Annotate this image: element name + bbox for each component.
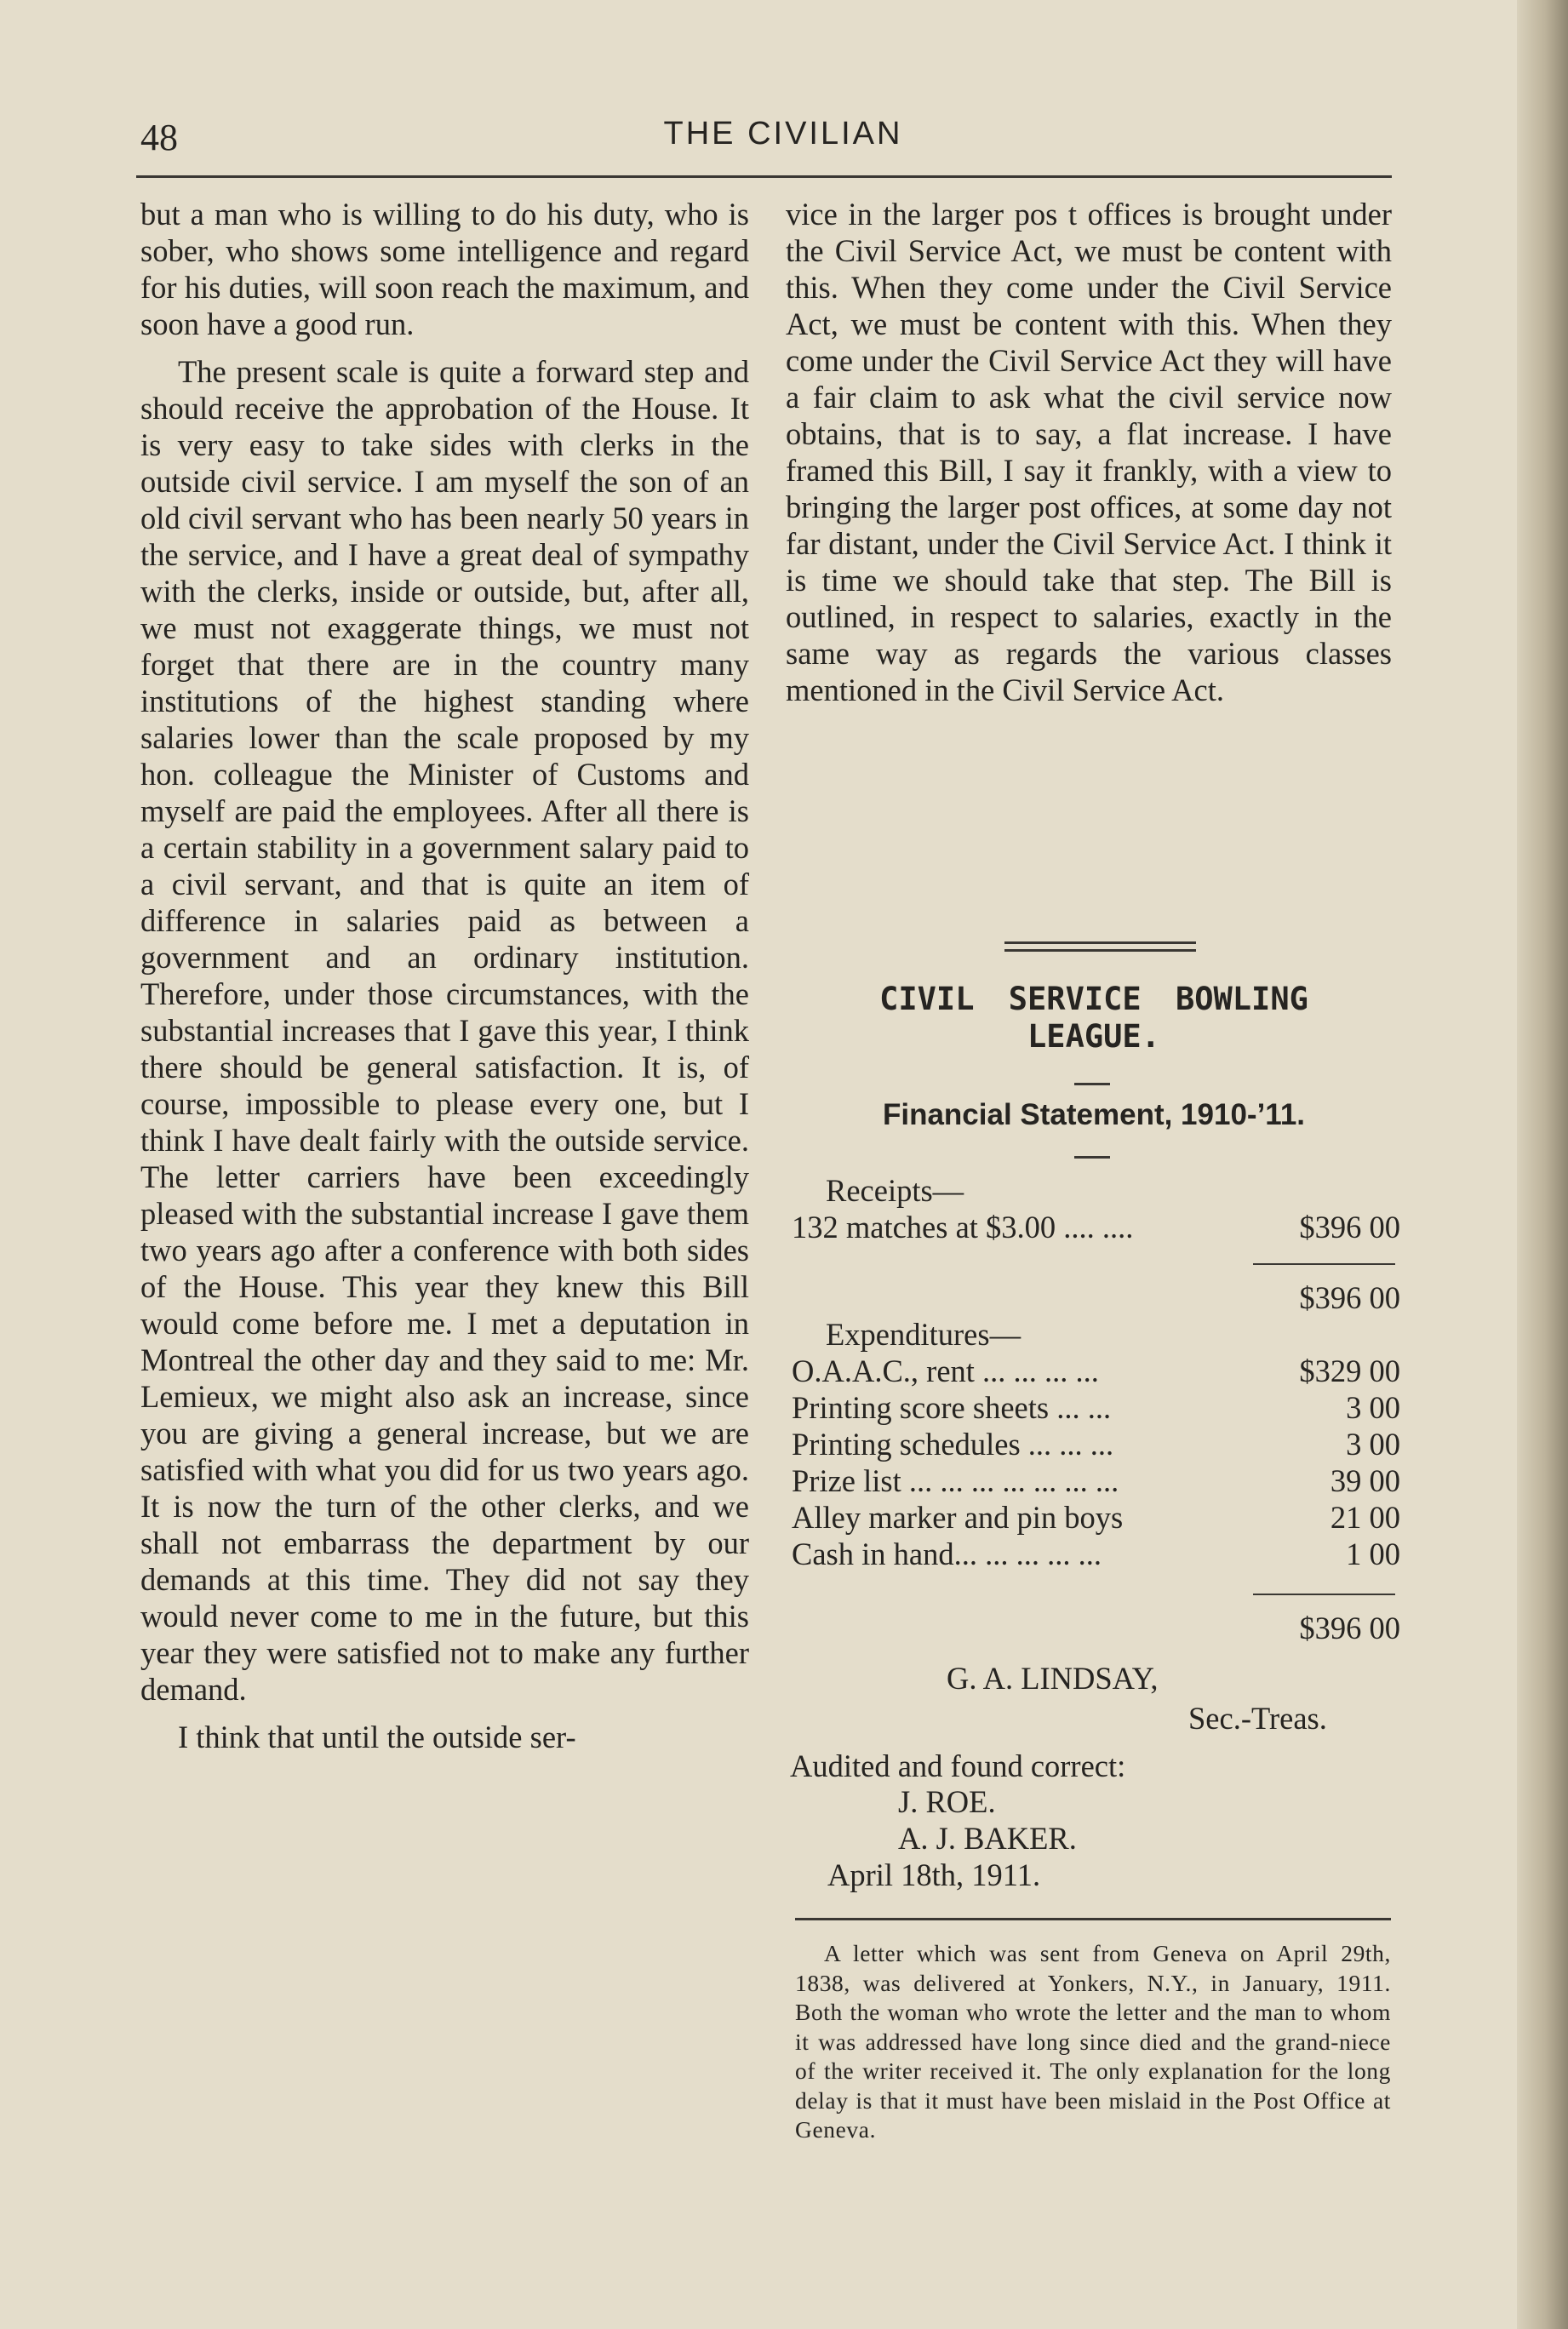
statement-date: April 18th, 1911. bbox=[827, 1857, 1041, 1892]
expenditures-heading: Expenditures— bbox=[826, 1317, 1021, 1352]
statement-row-label: Cash in hand... ... ... ... ... bbox=[792, 1536, 1102, 1571]
paragraph: vice in the larger pos t offices is brought under the Civil Service Act, we must be content with this. When they come under the Civil Service Act, we must be content with this. When they come under the Civil Service Act they will have a fair claim to ask what the civil service now obtains, that is to say, a flat increase. I have framed this Bill, I say it frankly, with a view to bringing the larger post offices, at some day not far distant, under the Civil Service Act. I think it is time we should take that step. The Bill is outlined, in respect to salaries, exactly in the same way as regards the various classes mentioned in the Civil Service Act. bbox=[786, 197, 1392, 707]
sum-rule bbox=[1253, 1594, 1395, 1595]
paragraph: I think that until the outside ser- bbox=[178, 1720, 576, 1754]
receipts-heading: Receipts— bbox=[826, 1173, 964, 1208]
statement-row-label: Printing schedules ... ... ... bbox=[792, 1427, 1114, 1462]
statement-row-amount: 3 00 bbox=[1346, 1390, 1400, 1425]
statement-row-label: Alley marker and pin boys bbox=[792, 1500, 1124, 1535]
auditor-name: J. ROE. bbox=[898, 1784, 996, 1819]
auditor-name: A. J. BAKER. bbox=[898, 1821, 1077, 1856]
audit-line: Audited and found correct: bbox=[790, 1748, 1126, 1783]
header-rule bbox=[136, 175, 1392, 178]
paragraph: The present scale is quite a forward step and should receive the approbation of the House. It is very easy to take sides with clerks in the outside civil service. I am myself the son of an old civil servant who has been nearly 50 years in the service, and I have a great deal of sympathy with the clerks, inside or outside, but, after all, we must not exaggerate things, we must not forget that there are in the country many institutions of the highest standing where salaries lower than the scale proposed by my hon. colleague the Minister of Customs and myself are paid the employees. After all there is a certain stability in a government salary paid to a civil servant, and that is quite an item of difference in salaries paid as between a government and an ordinary institution. Therefore, under those circumstances, with the substantial increases that I gave this year, I think there should be general satisfaction. It is, of course, impossible to please every one, but I think I have dealt fairly with the outside service. The letter carriers have been exceedingly pleased with the substantial increase I gave them two years ago after a conference with both sides of the House. This year they knew this Bill would come before me. I met a deputation in Montreal the other day and they said to me: Mr. Lemieux, we might also ask an increase, since you are giving a general increase, but we are satisfied with what you did for us two years ago. It is now the turn of the other clerks, and we shall not embarrass the department by our demands at this time. They did not say they would never come to me in the future, but this year they were satisfied not to make any further demand. bbox=[140, 354, 749, 1707]
section-divider bbox=[1004, 941, 1196, 952]
paragraph: but a man who is willing to do his duty, who is sober, who shows some intelligence and regard for his duties, will soon reach the maximum, and soon have a good run. bbox=[140, 197, 749, 341]
statement-row-amount: $396 00 bbox=[1299, 1210, 1400, 1245]
section-divider bbox=[795, 1918, 1391, 1920]
page-edge bbox=[1517, 0, 1568, 2329]
statement-row-amount: 21 00 bbox=[1330, 1500, 1400, 1535]
statement-row-label: O.A.A.C., rent ... ... ... ... bbox=[792, 1353, 1099, 1388]
article-title-line-1: CIVIL SERVICE BOWLING bbox=[879, 981, 1308, 1017]
receipts-total-amount: $396 00 bbox=[1299, 1280, 1400, 1315]
signatory-role: Sec.-Treas. bbox=[1188, 1701, 1327, 1736]
statement-row-label: Printing score sheets ... ... bbox=[792, 1390, 1112, 1425]
statement-row-amount: 3 00 bbox=[1346, 1427, 1400, 1462]
statement-row-amount: $329 00 bbox=[1299, 1353, 1400, 1388]
statement-row-label: 132 matches at $3.00 .... .... bbox=[792, 1210, 1134, 1245]
short-divider bbox=[1074, 1083, 1110, 1085]
running-title: THE CIVILIAN bbox=[663, 116, 903, 152]
signatory-name: G. A. LINDSAY, bbox=[947, 1661, 1159, 1696]
expenditures-total-amount: $396 00 bbox=[1299, 1611, 1400, 1645]
right-column bbox=[786, 196, 1392, 708]
left-column bbox=[140, 196, 749, 1755]
statement-row-amount: 39 00 bbox=[1330, 1463, 1400, 1498]
article-subtitle: Financial Statement, 1910-’11. bbox=[882, 1098, 1306, 1131]
statement-row-label: Prize list ... ... ... ... ... ... ... bbox=[792, 1463, 1119, 1498]
sum-rule bbox=[1253, 1263, 1395, 1265]
article-title bbox=[800, 981, 1388, 1056]
short-divider bbox=[1074, 1156, 1110, 1159]
statement-row-amount: 1 00 bbox=[1346, 1536, 1400, 1571]
news-note: A letter which was sent from Geneva on April 29th, 1838, was delivered at Yonkers, N.Y., in January, 1911. Both the woman who wrote the letter and the man to whom it was addressed have long since died and the grand-niece of the writer received it. The only explanation for the long delay is that it must have been mislaid in the Post Office at Geneva. bbox=[795, 1940, 1391, 2143]
page-number: 48 bbox=[140, 117, 178, 158]
article-title-line-2: LEAGUE. bbox=[1027, 1018, 1160, 1055]
